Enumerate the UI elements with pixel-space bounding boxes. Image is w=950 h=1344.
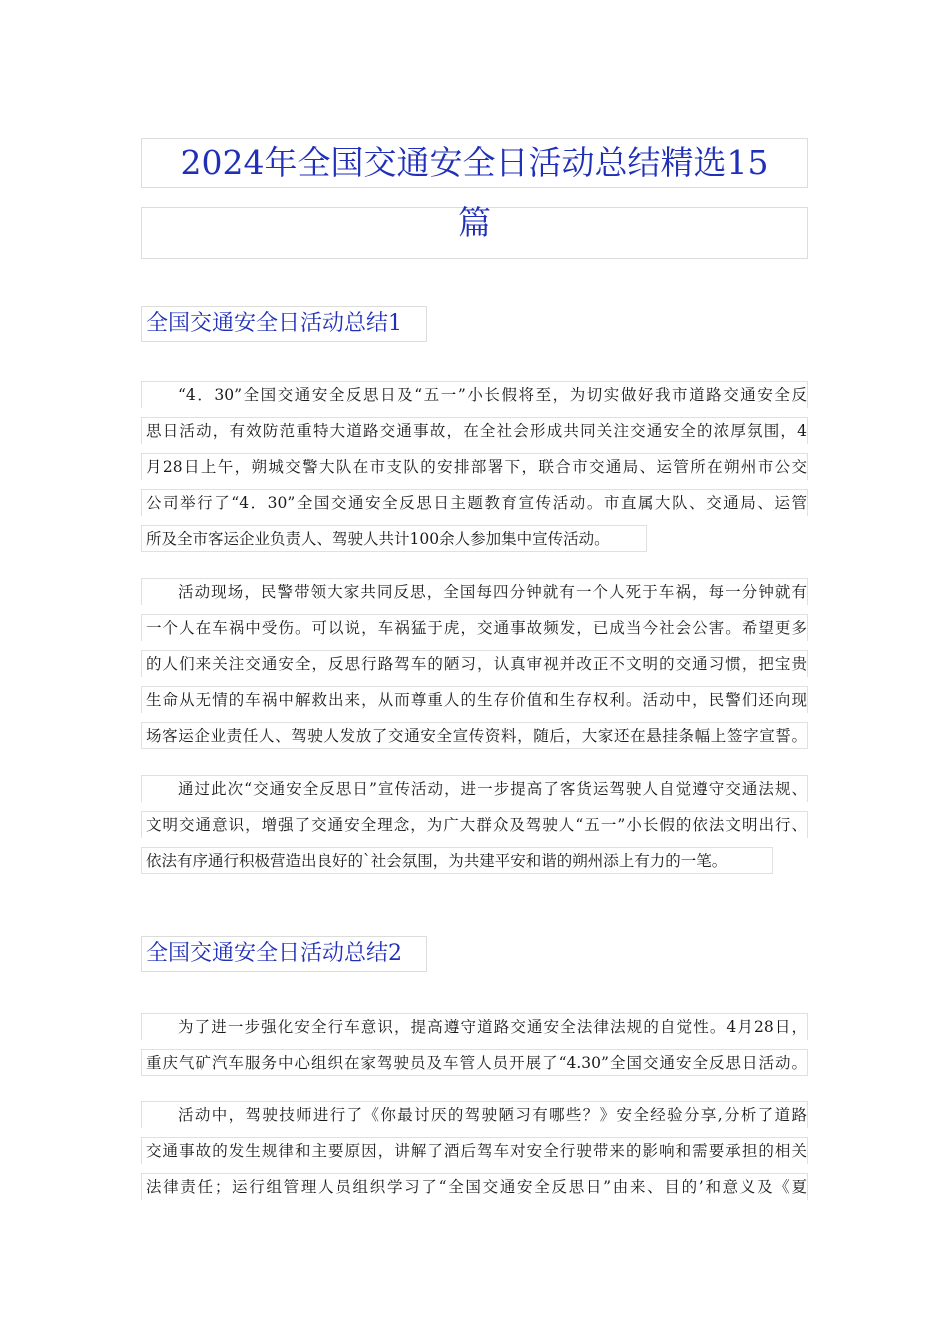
text-line: 公司举行了“4．30”全国交通安全反思日主题教育宣传活动。市直属大队、交通局、运管 bbox=[141, 489, 808, 516]
document-title-line-2: 篇 bbox=[141, 207, 808, 259]
text-line: “4．30”全国交通安全反思日及“五一”小长假将至，为切实做好我市道路交通安全反 bbox=[141, 381, 808, 408]
text-line: 活动现场，民警带领大家共同反思，全国每四分钟就有一个人死于车祸，每一分钟就有 bbox=[141, 578, 808, 605]
text-line: 通过此次“交通安全反思日”宣传活动，进一步提高了客货运驾驶人自觉遵守交通法规、 bbox=[141, 775, 808, 802]
text-line: 活动中，驾驶技师进行了《你最讨厌的驾驶陋习有哪些？》安全经验分享,分析了道路 bbox=[141, 1101, 808, 1128]
text-line: 所及全市客运企业负责人、驾驶人共计100余人参加集中宣传活动。 bbox=[141, 525, 647, 552]
section-heading-1: 全国交通安全日活动总结1 bbox=[141, 306, 427, 342]
text-line: 的人们来关注交通安全，反思行路驾车的陋习，认真审视并改正不文明的交通习惯，把宝贵 bbox=[141, 650, 808, 677]
text-line: 法律责任；运行组管理人员组织学习了“全国交通安全反思日”由来、目的’和意义及《夏 bbox=[141, 1173, 808, 1200]
text-line: 为了进一步强化安全行车意识，提高遵守道路交通安全法律法规的自觉性。4月28日， bbox=[141, 1013, 808, 1040]
text-line: 思日活动，有效防范重特大道路交通事故，在全社会形成共同关注交通安全的浓厚氛围，4 bbox=[141, 417, 808, 444]
section-heading-2: 全国交通安全日活动总结2 bbox=[141, 936, 427, 972]
document-title-line-1: 2024年全国交通安全日活动总结精选15 bbox=[141, 138, 808, 188]
text-line: 场客运企业责任人、驾驶人发放了交通安全宣传资料，随后，大家还在悬挂条幅上签字宣誓。 bbox=[141, 722, 808, 749]
text-line: 文明交通意识，增强了交通安全理念，为广大群众及驾驶人“五一”小长假的依法文明出行、 bbox=[141, 811, 808, 838]
text-line: 一个人在车祸中受伤。可以说，车祸猛于虎，交通事故频发，已成当今社会公害。希望更多 bbox=[141, 614, 808, 641]
text-line: 生命从无情的车祸中解救出来，从而尊重人的生存价值和生存权利。活动中，民警们还向现 bbox=[141, 686, 808, 713]
text-line: 依法有序通行积极营造出良好的`社会氛围，为共建平安和谐的朔州添上有力的一笔。 bbox=[141, 847, 773, 874]
text-line: 交通事故的发生规律和主要原因，讲解了酒后驾车对安全行驶带来的影响和需要承担的相关 bbox=[141, 1137, 808, 1164]
text-line: 重庆气矿汽车服务中心组织在家驾驶员及车管人员开展了“4.30”全国交通安全反思日活动。 bbox=[141, 1049, 808, 1076]
text-line: 月28日上午，朔城交警大队在市支队的安排部署下，联合市交通局、运管所在朔州市公交 bbox=[141, 453, 808, 480]
